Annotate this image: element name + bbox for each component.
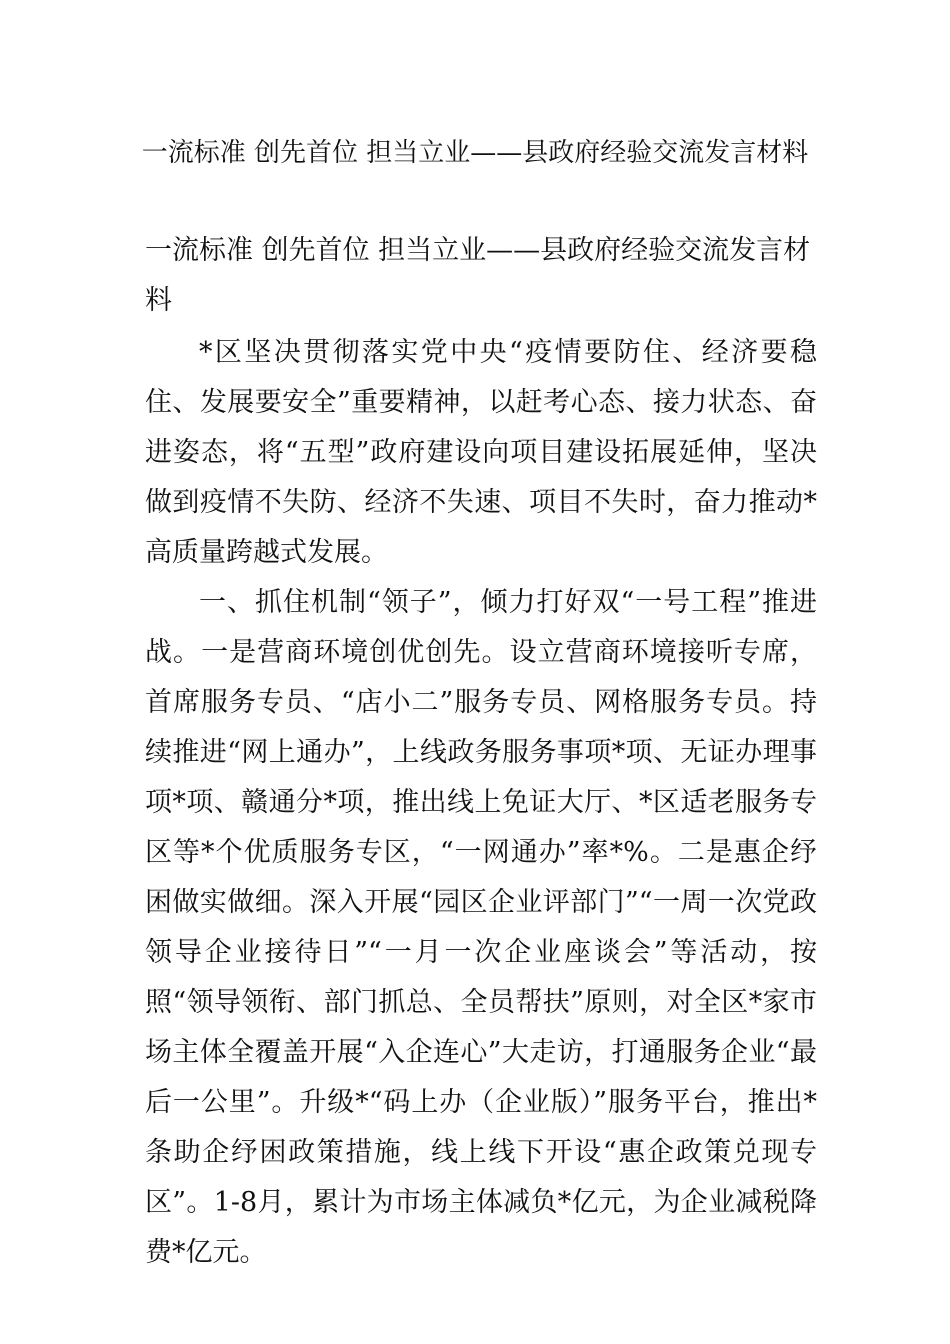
paragraph-intro: *区坚决贯彻落实党中央“疫情要防住、经济要稳住、发展要安全”重要精神，以赶考心态、接力状态、奋进姿态，将“五型”政府建设向项目建设拓展延伸，坚决做到疫情不失防、经济不失速、项目不失时，奋力推动*高质量跨越式发展。	[145, 337, 817, 568]
paragraph-section-one: 一、抓住机制“领子”，倾力打好双“一号工程”推进战。一是营商环境创优创先。设立营商环境接听专席，首席服务专员、“店小二”服务专员、网格服务专员。持续推进“网上通办”，上线政务服务事项*项、无证办理事项*项、赣通分*项，推出线上免证大厅、*区适老服务专区等*个优质服务专区，“一网通办”率*%。二是惠企纾困做实做细。深入开展“园区企业评部门”“一周一次党政领导企业接待日”“一月一次企业座谈会”等活动，按照“领导领衔、部门抓总、全员帮扶”原则，对全区*家市场主体全覆盖开展“入企连心”大走访，打通服务企业“最后一公里”。升级*“码上办（企业版）”服务平台，推出*条助企纾困政策措施，线上线下开设“惠企政策兑现专区”。1-8月，累计为市场主体减负*亿元，为企业减税降费*亿元。	[145, 587, 817, 1268]
document-title: 一流标准 创先首位 担当立业——县政府经验交流发言材料	[141, 138, 809, 168]
document-body	[145, 328, 817, 1278]
document-subtitle: 一流标准 创先首位 担当立业——县政府经验交流发言材料	[145, 235, 811, 316]
